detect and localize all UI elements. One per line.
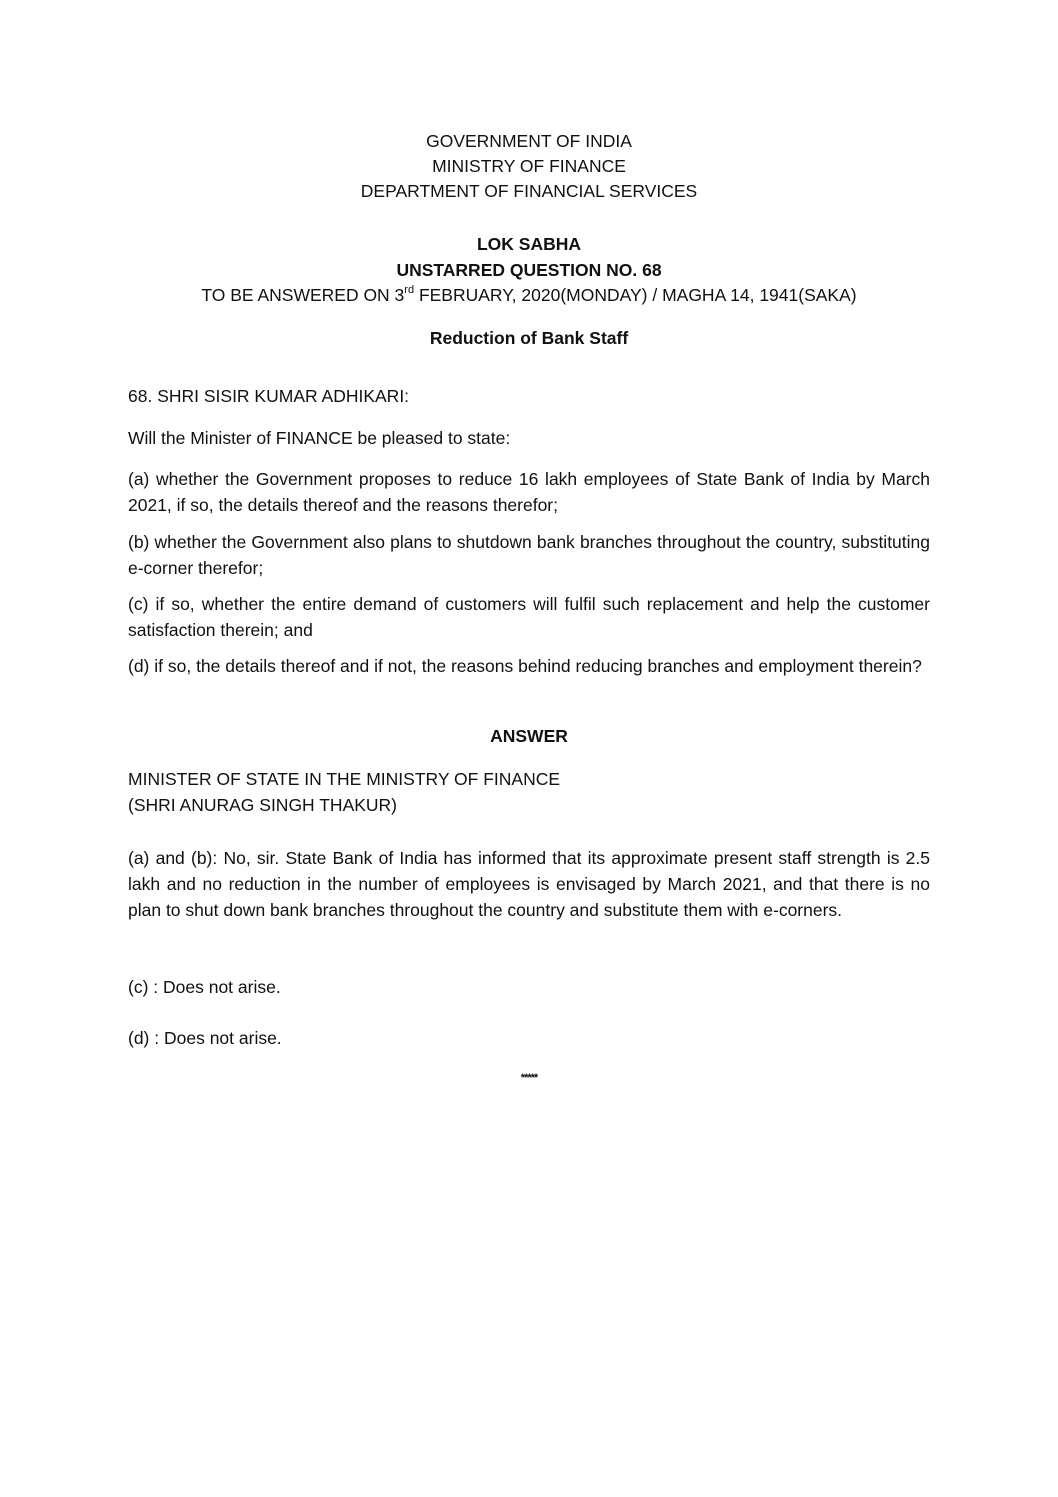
question-part-c: (c) if so, whether the entire demand of customers will fulfil such replacement and help the customer satisfaction therein; and	[128, 594, 930, 640]
answer-heading: ANSWER	[490, 726, 568, 746]
question-part-d: (d) if so, the details thereof and if not, the reasons behind reducing branches and employment therein?	[128, 656, 922, 676]
answer-part-d: (d) : Does not arise.	[128, 1028, 282, 1048]
question-intro: Will the Minister of FINANCE be pleased to state:	[128, 428, 511, 448]
minister-name: (SHRI ANURAG SINGH THAKUR)	[128, 795, 398, 815]
subject-title: Reduction of Bank Staff	[429, 328, 629, 348]
member-name: 68. SHRI SISIR KUMAR ADHIKARI:	[128, 386, 410, 406]
ministry-header-line: MINISTRY OF FINANCE	[432, 156, 626, 176]
question-number: UNSTARRED QUESTION NO. 68	[396, 260, 662, 280]
answer-part-c: (c) : Does not arise.	[128, 977, 281, 997]
answer-date: TO BE ANSWERED ON 3rd FEBRUARY, 2020(MONDAY) / MAGHA 14, 1941(SAKA)	[201, 284, 857, 305]
question-part-a: (a) whether the Government proposes to reduce 16 lakh employees of State Bank of India by March 2021, if so, the details thereof and the reasons therefor;	[128, 469, 930, 515]
govt-header-line: GOVERNMENT OF INDIA	[426, 131, 632, 151]
end-mark: *****	[520, 1072, 538, 1084]
department-header-line: DEPARTMENT OF FINANCIAL SERVICES	[360, 181, 698, 201]
answer-part-a-b: (a) and (b): No, sir. State Bank of India has informed that its approximate present staff strength is 2.5 lakh and no reduction in the number of employees is envisaged by March 2021, and that there is no plan to shut down bank branches throughout the country and substitute them with e-corners.	[128, 848, 930, 920]
question-part-b: (b) whether the Government also plans to shutdown bank branches throughout the country, substituting e-corner therefor;	[128, 532, 930, 578]
minister-title: MINISTER OF STATE IN THE MINISTRY OF FINANCE	[128, 769, 561, 789]
house-heading: LOK SABHA	[476, 234, 582, 254]
